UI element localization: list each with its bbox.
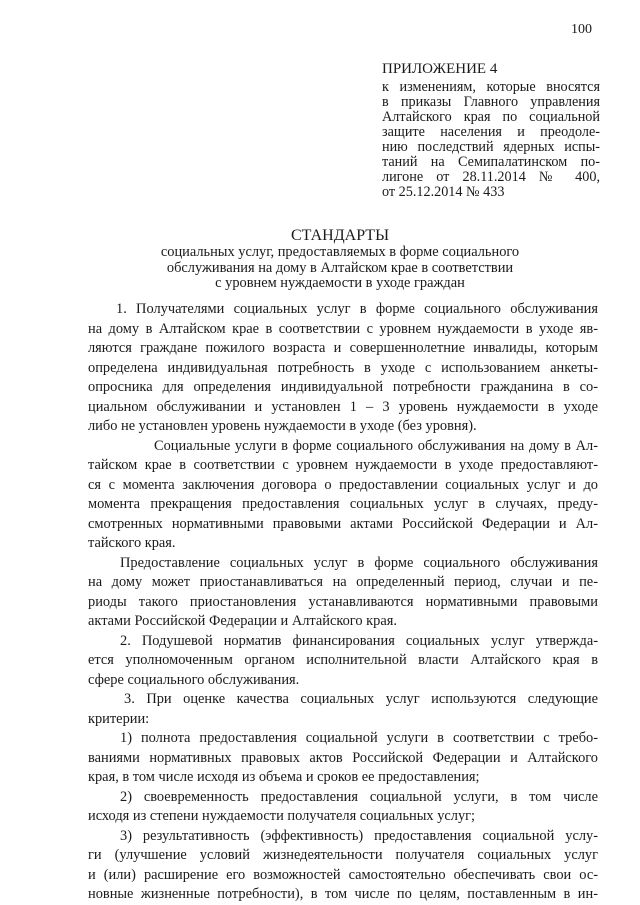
appendix-block — [382, 60, 600, 200]
appendix-line: к изменениям, которые вносятся — [382, 79, 600, 95]
document-title: СТАНДАРТЫ — [290, 227, 390, 244]
paragraph-line: 1) полнота предоставления социальной услуги в соответствии с требо- — [120, 730, 598, 746]
document-subtitle-line: социальных услуг, предоставляемых в форме социального — [160, 244, 520, 260]
paragraph-line: момента прекращения предоставления социальных услуг в случаях, преду- — [88, 496, 598, 512]
paragraph-line: тайском крае в соответствии с уровнем нуждаемости в уходе предоставляют- — [88, 457, 598, 473]
paragraph-line: смотренных нормативными правовыми актами Российской Федерации и Ал- — [88, 515, 598, 532]
paragraph-line: 3. При оценке качества социальных услуг используются следующие — [124, 691, 598, 707]
paragraph-line: опросника для определения индивидуальной потребности гражданина в со- — [88, 379, 598, 395]
paragraph-line: сфере социального обслуживания. — [88, 671, 300, 688]
paragraph-line: Социальные услуги в форме социального обслуживания на дому в Ал- — [154, 437, 598, 454]
appendix-line: от 25.12.2014 № 433 — [382, 184, 505, 200]
paragraph-line: новные жизненные потребности), в том числе по целям, поставленным в ин- — [88, 886, 598, 902]
paragraph-line: тайского края. — [88, 535, 176, 551]
paragraph-line: риоды такого приостановления устанавливаются нормативными правовыми — [88, 593, 598, 610]
paragraph-line: 3) результативность (эффективность) предоставления социальной услу- — [120, 827, 598, 844]
appendix-line: защите населения и преодоле- — [382, 124, 600, 140]
document-body — [88, 300, 598, 905]
appendix-line: лигоне от 28.11.2014 № 400, — [382, 169, 600, 185]
paragraph-line: ся с момента заключения договора о предоставлении социальных услуг и до — [88, 476, 598, 493]
appendix-line: нию последствий ядерных испы- — [382, 139, 600, 155]
paragraph-line: 2) своевременность предоставления социальной услуги, в том числе — [120, 788, 598, 805]
paragraph-line: ется уполномоченным органом исполнительной власти Алтайского края в — [88, 652, 598, 668]
paragraph-line: циальном обслуживании и установлен 1 – 3 уровень нуждаемости в уходе — [88, 398, 598, 415]
paragraph-line: на дому может приостанавливаться на определенный период, случаи и пе- — [88, 574, 598, 590]
paragraph-line: критерии: — [88, 710, 150, 727]
paragraph-line: определена индивидуальная потребность в уходе с использованием анкеты- — [88, 359, 598, 376]
document-subtitle-line: с уровнем нуждаемости в уходе граждан — [215, 275, 465, 291]
appendix-line: таний на Семипалатинском по- — [382, 154, 600, 170]
document-subtitle-line: обслуживания на дому в Алтайском крае в соответствии — [166, 259, 514, 276]
appendix-line: Алтайского края по социальной — [382, 109, 600, 125]
page-number: 100 — [571, 22, 592, 37]
paragraph-line: 2. Подушевой норматив финансирования социальных услуг утвержда- — [120, 632, 598, 649]
paragraph-line: ги (улучшение условий жизнедеятельности получателя социальных услуг — [88, 847, 598, 863]
appendix-line: в приказы Главного управления — [382, 94, 600, 110]
paragraph-line: 1. Получателями социальных услуг в форме социального обслуживания — [116, 301, 598, 317]
appendix-title: ПРИЛОЖЕНИЕ 4 — [382, 61, 498, 77]
paragraph-line: края, в том числе исходя из объема и сроков ее предоставления; — [88, 769, 480, 785]
paragraph-line: ляются граждане пожилого возраста и совершеннолетние инвалиды, которым — [88, 340, 598, 356]
paragraph-line: и (или) расширение его возможностей самостоятельно обеспечивать свои ос- — [88, 866, 598, 883]
document-heading — [120, 226, 560, 292]
paragraph-line: исходя из степени нуждаемости получателя социальных услуг; — [88, 808, 476, 824]
paragraph-line: актами Российской Федерации и Алтайского края. — [88, 613, 397, 629]
paragraph-line: ваниями нормативных правовых актов Российской Федерации и Алтайского — [88, 749, 598, 766]
paragraph-line: Предоставление социальных услуг в форме социального обслуживания — [120, 554, 598, 571]
paragraph-line: на дому в Алтайском крае в соответствии с уровнем нуждаемости в уходе яв- — [88, 320, 598, 337]
paragraph-line: либо не установлен уровень нуждаемости в уходе (без уровня). — [88, 418, 477, 434]
